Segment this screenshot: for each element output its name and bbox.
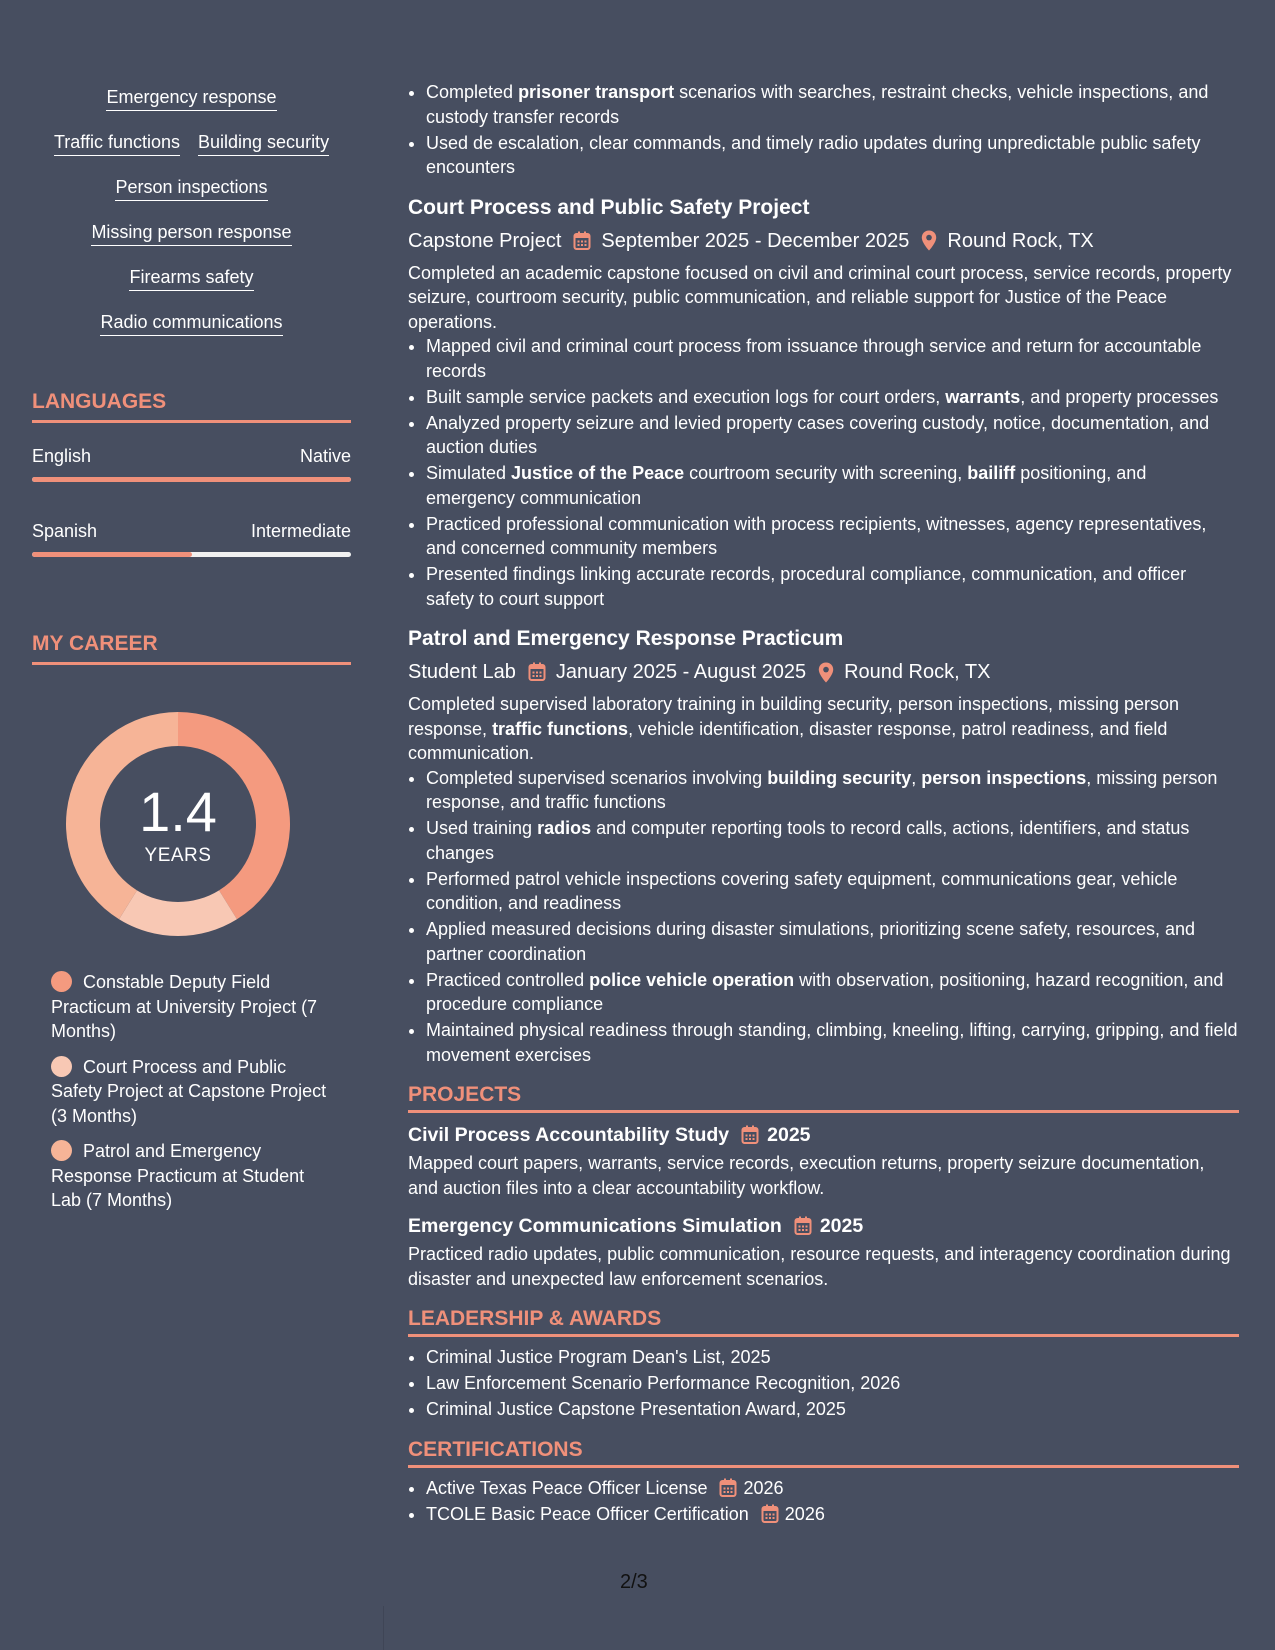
calendar-icon [573, 231, 591, 251]
legend-dot [51, 1140, 72, 1161]
text-segment: Completed supervised laboratory training in building security, person inspections, missing person response, [408, 694, 1180, 739]
certification-year: 2026 [784, 1503, 825, 1524]
project-item [408, 1123, 1239, 1200]
awards-list [408, 1345, 1239, 1422]
text-segment: Built sample service packets and execution logs for court orders, [426, 386, 946, 407]
awards-title: LEADERSHIP & AWARDS [408, 1307, 1239, 1337]
skill-row [32, 176, 351, 221]
bullet-item [426, 334, 1239, 383]
career-total: 1.4 [139, 780, 217, 843]
languages-title: LANGUAGES [32, 390, 351, 423]
career-legend-item [51, 1055, 331, 1129]
text-segment: Completed [426, 82, 519, 102]
bullet-item [426, 385, 1239, 410]
language-level: Intermediate [250, 521, 351, 541]
skill-tag[interactable]: Emergency response [106, 86, 276, 111]
experience-entry [408, 626, 1239, 1067]
bullet-item [426, 562, 1239, 611]
text-segment: and computer reporting tools to record calls, actions, identifiers, and status changes [426, 818, 1190, 863]
column-divider [383, 1606, 384, 1650]
project-year: 2025 [819, 1215, 864, 1237]
text-segment: , missing person response, and traffic functions [426, 767, 1218, 812]
language-row [32, 445, 351, 467]
certification-item [426, 1476, 1239, 1501]
text-segment: Maintained physical readiness through standing, climbing, kneeling, lifting, carrying, gripping, and field movement exercises [426, 1020, 1238, 1065]
certification-name: • TCOLE Basic Peace Officer Certification [426, 1503, 749, 1524]
entry-org: Student Lab [408, 661, 516, 683]
text-segment: courtroom security with screening, [684, 463, 968, 483]
project-title [408, 1214, 1239, 1238]
skills-list [32, 86, 351, 356]
skill-row [32, 131, 351, 176]
certification-name: • Active Texas Peace Officer License [426, 1477, 708, 1498]
skill-tag[interactable]: Radio communications [100, 311, 282, 336]
career-unit: YEARS [144, 845, 212, 866]
calendar-icon [719, 1478, 737, 1498]
text-segment: Used de escalation, clear commands, and timely radio updates during unpredictable public safety encounters [426, 132, 1201, 177]
certification-year: 2026 [743, 1477, 784, 1498]
text-segment: Analyzed property seizure and levied property cases covering custody, notice, documentation, and auction duties [426, 412, 1210, 457]
project-title [408, 1123, 1239, 1147]
legend-dot [51, 971, 72, 992]
page-number: 2/3 [620, 1571, 648, 1593]
project-description: Practiced radio updates, public communication, resource requests, and interagency coordination during disaster and unexpected law enforcement scenarios. [408, 1244, 1231, 1289]
bullet-item [426, 917, 1239, 966]
entry-dates: September 2025 - December 2025 [601, 229, 910, 252]
bullet-item [426, 968, 1239, 1017]
bold-text: Justice of the Peace [511, 463, 685, 483]
language-level-fill [32, 477, 351, 482]
entry-bullets [408, 766, 1239, 1068]
bullet-item [426, 461, 1239, 510]
career-section [32, 632, 351, 665]
bold-text: police vehicle operation [589, 969, 795, 990]
languages-section [32, 390, 351, 557]
career-legend-label: Constable Deputy Field Practicum at University Project (7 Months) [51, 972, 318, 1041]
bullet-item [426, 766, 1239, 815]
calendar-icon [794, 1216, 812, 1236]
bold-text: warrants [945, 386, 1021, 407]
skill-tag[interactable]: Traffic functions [54, 131, 180, 156]
entry-org: Capstone Project [408, 229, 562, 252]
entry-title: Court Process and Public Safety Project [408, 195, 810, 219]
skill-tag[interactable]: Missing person response [91, 221, 291, 246]
award-item: • Law Enforcement Scenario Performance Recognition, 2026 [426, 1371, 1239, 1396]
language-level: Native [299, 446, 351, 466]
language-row [32, 520, 351, 542]
career-legend-label: Court Process and Public Safety Project at Capstone Project (3 Months) [51, 1056, 327, 1126]
projects-section [408, 1083, 1239, 1291]
project-year: 2025 [767, 1124, 811, 1146]
certification-row [426, 1502, 825, 1527]
experience-entry [408, 195, 1239, 612]
bullet-item [426, 80, 1239, 129]
skill-row [32, 311, 351, 356]
awards-section [408, 1307, 1239, 1422]
entry-meta [408, 659, 1239, 685]
text-segment: Practiced professional communication with process recipients, witnesses, agency representatives, and concerned community members [426, 513, 1207, 558]
text-segment: , and property processes [1020, 386, 1219, 407]
skill-row [32, 86, 351, 131]
career-legend-item [51, 970, 331, 1044]
certification-row [426, 1476, 784, 1501]
entry-description: Completed an academic capstone focused on civil and criminal court process, service records, property seizure, courtroom security, public communication, and reliable support for Justice of the Peace operations. [408, 262, 1232, 332]
text-segment: scenarios with searches, restraint checks, vehicle inspections, and custody transfer records [426, 82, 1209, 127]
legend-dot [51, 1056, 72, 1077]
text-segment: Completed supervised scenarios involving [426, 767, 768, 788]
project-name: Civil Process Accountability Study [408, 1124, 730, 1146]
certifications-list [408, 1476, 1239, 1527]
language-name: Spanish [32, 521, 98, 541]
skill-tag[interactable]: Firearms safety [129, 266, 253, 291]
text-segment: , vehicle identification, disaster response, patrol readiness, and field communication. [408, 718, 1168, 763]
text-segment: Applied measured decisions during disaster simulations, prioritizing scene safety, resources, and partner coordination [426, 919, 1196, 964]
entry-description [408, 692, 1239, 766]
map-pin-icon [921, 230, 937, 251]
calendar-icon [741, 1125, 759, 1145]
certifications-section [408, 1438, 1239, 1527]
project-name: Emergency Communications Simulation [408, 1215, 782, 1237]
skill-row [32, 221, 351, 266]
calendar-icon [528, 662, 546, 682]
project-description: Mapped court papers, warrants, service records, execution returns, property seizure documentation, and auction files into a clear accountability workflow. [408, 1153, 1205, 1198]
bold-text: radios [537, 818, 592, 838]
text-segment: Performed patrol vehicle inspections covering safety equipment, communications gear, vehicle condition, and readiness [426, 868, 1178, 913]
award-item: • Criminal Justice Program Dean's List, 2025 [426, 1345, 1239, 1370]
entry-title: Patrol and Emergency Response Practicum [408, 627, 844, 650]
career-donut-slice [119, 890, 237, 936]
language-item [32, 445, 351, 482]
bold-text: person inspections [921, 767, 1087, 788]
language-name: English [32, 446, 92, 466]
bullet-item [426, 816, 1239, 865]
skill-tag[interactable]: Building security [198, 131, 329, 156]
bold-text: building security [767, 767, 912, 788]
language-level-fill [32, 552, 192, 557]
bold-text: bailiff [967, 463, 1016, 483]
bullet-item [426, 867, 1239, 916]
bullet-item [426, 512, 1239, 561]
entry-bullets [408, 334, 1239, 611]
career-donut [66, 712, 290, 936]
career-title: MY CAREER [32, 632, 351, 665]
projects-title: PROJECTS [408, 1083, 1239, 1113]
text-segment: positioning, and emergency communication [426, 463, 1147, 508]
entry-dates: January 2025 - August 2025 [555, 661, 807, 683]
text-segment: , [911, 767, 922, 788]
project-item [408, 1214, 1239, 1291]
bold-text: prisoner transport [518, 82, 675, 102]
entry-meta [408, 228, 1239, 254]
language-level-bar [32, 477, 351, 482]
text-segment: Mapped civil and criminal court process from issuance through service and return for accountable records [426, 336, 1202, 381]
text-segment: Presented findings linking accurate records, procedural compliance, communication, and officer safety to court support [426, 564, 1187, 609]
text-segment: Used training [426, 818, 538, 838]
career-legend-label: Patrol and Emergency Response Practicum at Student Lab (7 Months) [51, 1141, 305, 1210]
language-level-bar [32, 552, 351, 557]
language-item [32, 520, 351, 557]
map-pin-icon [818, 662, 834, 683]
bullet-item [426, 411, 1239, 460]
certification-item [426, 1502, 1239, 1527]
career-legend-item [51, 1139, 331, 1213]
bullet-item [426, 131, 1239, 180]
entry-location: Round Rock, TX [947, 229, 1094, 252]
text-segment: Simulated [426, 463, 512, 483]
text-segment: Practiced controlled [426, 969, 590, 990]
experience-bullets [408, 80, 1239, 180]
award-item: • Criminal Justice Capstone Presentation Award, 2025 [426, 1397, 1239, 1422]
career-legend [51, 970, 331, 1224]
skill-row [32, 266, 351, 311]
certifications-title: CERTIFICATIONS [408, 1438, 1239, 1468]
entry-location: Round Rock, TX [844, 661, 991, 683]
bold-text: traffic functions [492, 718, 629, 739]
calendar-icon [761, 1504, 779, 1524]
skill-tag[interactable]: Person inspections [115, 176, 267, 201]
text-segment: with observation, positioning, hazard recognition, and procedure compliance [426, 969, 1224, 1014]
bullet-item [426, 1018, 1239, 1067]
